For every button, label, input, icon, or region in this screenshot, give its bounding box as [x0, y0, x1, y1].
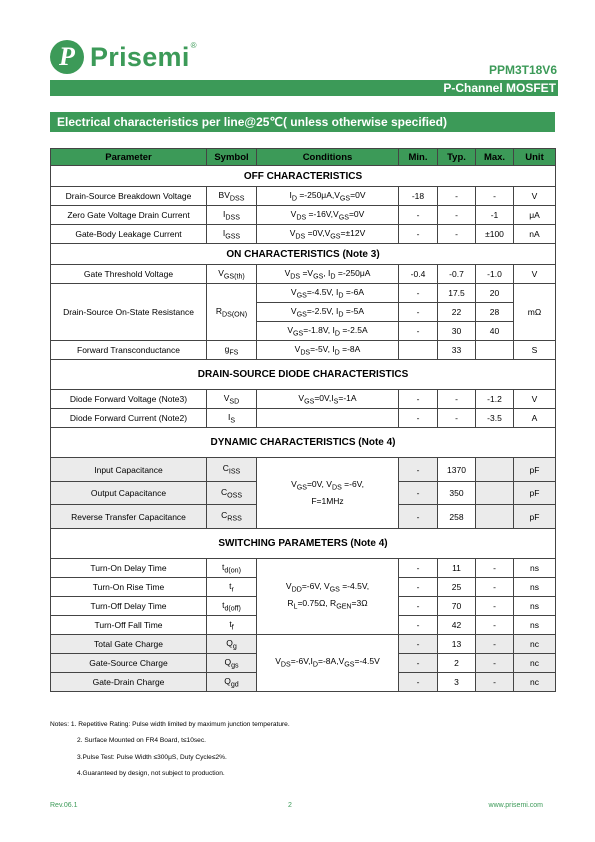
unit-cell: A — [514, 409, 556, 428]
typ-cell: -0.7 — [438, 265, 476, 284]
table-row — [51, 341, 556, 360]
param-cell: Zero Gate Voltage Drain Current — [51, 206, 207, 225]
typ-cell: - — [438, 206, 476, 225]
param-cell: Drain-Source On-State Resistance — [51, 284, 207, 341]
note-2: 2. Surface Mounted on FR4 Board, t≤10sec. — [77, 737, 206, 745]
device-type-band: P-Channel MOSFET — [50, 80, 558, 96]
symbol-cell: $R_{DS(ON)}$ — [207, 284, 257, 341]
unit-cell: nc — [514, 635, 556, 654]
section-row — [51, 244, 556, 265]
notes — [50, 717, 290, 782]
footer-url[interactable]: www.prisemi.com — [488, 802, 543, 809]
typ-cell: 22 — [438, 303, 476, 322]
max-cell: - — [476, 187, 514, 206]
table-row — [51, 458, 556, 482]
typ-cell: 13 — [438, 635, 476, 654]
symbol-cell: $I_{DSS}$ — [207, 206, 257, 225]
min-cell: - — [399, 206, 438, 225]
max-cell: -1.2 — [476, 390, 514, 409]
symbol-cell: $t_{d(on)}$ — [207, 559, 257, 578]
header-min: Min. — [399, 149, 438, 166]
param-cell: Drain-Source Breakdown Voltage — [51, 187, 207, 206]
symbol-cell: $t_r$ — [207, 578, 257, 597]
max-cell: 28 — [476, 303, 514, 322]
param-cell: Turn-Off Delay Time — [51, 597, 207, 616]
symbol-cell: $g_{FS}$ — [207, 341, 257, 360]
min-cell: -0.4 — [399, 265, 438, 284]
max-cell: -3.5 — [476, 409, 514, 428]
param-cell: Turn-On Delay Time — [51, 559, 207, 578]
table-row — [51, 635, 556, 654]
max-cell — [476, 341, 514, 360]
max-cell: ±100 — [476, 225, 514, 244]
footer-page-number: 2 — [288, 802, 292, 809]
param-cell: Input Capacitance — [51, 458, 207, 482]
unit-cell: μA — [514, 206, 556, 225]
unit-cell: pF — [514, 458, 556, 482]
param-cell: Total Gate Charge — [51, 635, 207, 654]
symbol-cell: $Q_g$ — [207, 635, 257, 654]
table-row — [51, 284, 556, 303]
typ-cell: 2 — [438, 654, 476, 673]
param-cell: Diode Forward Current (Note2) — [51, 409, 207, 428]
max-cell: - — [476, 635, 514, 654]
typ-cell: 258 — [438, 505, 476, 529]
header-max: Max. — [476, 149, 514, 166]
param-cell: Gate-Body Leakage Current — [51, 225, 207, 244]
param-cell: Gate-Drain Charge — [51, 673, 207, 692]
typ-cell: 350 — [438, 482, 476, 505]
registered-mark: ® — [190, 40, 197, 50]
brand-name: Prisemi — [90, 41, 190, 72]
footer-revision: Rev.06.1 — [50, 802, 78, 809]
section-row — [51, 529, 556, 559]
max-cell — [476, 505, 514, 529]
condition-cell: $V_{GS}=0V,I_S=-1A$ — [257, 390, 399, 409]
electrical-characteristics-table — [50, 148, 556, 692]
table-row — [51, 225, 556, 244]
param-cell: Gate Threshold Voltage — [51, 265, 207, 284]
unit-cell: pF — [514, 505, 556, 529]
min-cell: - — [399, 409, 438, 428]
condition-cell: $V_{DD}=-6V$, $V_{GS} =-4.5V$, $R_L=0.75\Omega$, $R_{GEN}=3\Omega$ — [257, 559, 399, 635]
symbol-cell: $BV_{DSS}$ — [207, 187, 257, 206]
max-cell: -1 — [476, 206, 514, 225]
typ-cell: 11 — [438, 559, 476, 578]
symbol-cell: $C_{ISS}$ — [207, 458, 257, 482]
condition-cell: $I_D =-250\mu A,V_{GS}=0V$ — [257, 187, 399, 206]
min-cell: - — [399, 673, 438, 692]
unit-cell: ns — [514, 597, 556, 616]
section-off: OFF CHARACTERISTICS — [51, 166, 556, 187]
section-row — [51, 428, 556, 458]
condition-cell: $V_{GS}=-4.5V$, $I_D =-6A$ — [257, 284, 399, 303]
header-typ: Typ. — [438, 149, 476, 166]
note-4: 4.Guaranteed by design, not subject to production. — [77, 769, 225, 777]
typ-cell: 1370 — [438, 458, 476, 482]
symbol-cell: $V_{SD}$ — [207, 390, 257, 409]
max-cell: -1.0 — [476, 265, 514, 284]
part-number: PPM3T18V6 — [488, 63, 557, 77]
max-cell: - — [476, 597, 514, 616]
min-cell — [399, 341, 438, 360]
unit-cell: ns — [514, 559, 556, 578]
param-cell: Gate-Source Charge — [51, 654, 207, 673]
min-cell: -18 — [399, 187, 438, 206]
symbol-cell: $I_S$ — [207, 409, 257, 428]
min-cell: - — [399, 482, 438, 505]
min-cell: - — [399, 458, 438, 482]
max-cell: - — [476, 559, 514, 578]
unit-cell: V — [514, 390, 556, 409]
section-switching: SWITCHING PARAMETERS (Note 4) — [51, 529, 556, 559]
min-cell: - — [399, 654, 438, 673]
min-cell: - — [399, 225, 438, 244]
unit-cell: nc — [514, 654, 556, 673]
typ-cell: - — [438, 409, 476, 428]
typ-cell: - — [438, 187, 476, 206]
max-cell: - — [476, 673, 514, 692]
min-cell: - — [399, 635, 438, 654]
section-diode: DRAIN-SOURCE DIODE CHARACTERISTICS — [51, 360, 556, 390]
condition-cell: $V_{DS} =V_{GS}$, $I_D =-250\mu A$ — [257, 265, 399, 284]
typ-cell: - — [438, 225, 476, 244]
unit-cell: ns — [514, 616, 556, 635]
section-row — [51, 360, 556, 390]
param-cell: Diode Forward Voltage (Note3) — [51, 390, 207, 409]
min-cell: - — [399, 597, 438, 616]
max-cell: 20 — [476, 284, 514, 303]
unit-cell: ns — [514, 578, 556, 597]
condition-cell — [257, 409, 399, 428]
max-cell: - — [476, 654, 514, 673]
symbol-cell: $t_{d(off)}$ — [207, 597, 257, 616]
param-cell: Turn-On Rise Time — [51, 578, 207, 597]
header-conditions: Conditions — [257, 149, 399, 166]
min-cell: - — [399, 303, 438, 322]
unit-cell: mΩ — [514, 284, 556, 341]
min-cell: - — [399, 578, 438, 597]
header-unit: Unit — [514, 149, 556, 166]
table-row — [51, 559, 556, 578]
max-cell — [476, 482, 514, 505]
table-row — [51, 187, 556, 206]
section-on: ON CHARACTERISTICS (Note 3) — [51, 244, 556, 265]
symbol-cell: $V_{GS(th)}$ — [207, 265, 257, 284]
min-cell: - — [399, 322, 438, 341]
min-cell: - — [399, 284, 438, 303]
condition-cell: $V_{DS}=-5V$, $I_D =-8A$ — [257, 341, 399, 360]
section-row — [51, 166, 556, 187]
section-title: Electrical characteristics per line@25℃( unless otherwise specified) — [50, 112, 555, 132]
min-cell: - — [399, 559, 438, 578]
condition-cell: $V_{GS}=-2.5V$, $I_D =-5A$ — [257, 303, 399, 322]
max-cell: 40 — [476, 322, 514, 341]
header-symbol: Symbol — [207, 149, 257, 166]
unit-cell: pF — [514, 482, 556, 505]
table-row — [51, 206, 556, 225]
note-3: 3.Pulse Test: Pulse Width ≤300μS, Duty Cycle≤2%. — [77, 753, 227, 761]
max-cell: - — [476, 578, 514, 597]
typ-cell: 33 — [438, 341, 476, 360]
max-cell — [476, 458, 514, 482]
typ-cell: 42 — [438, 616, 476, 635]
min-cell: - — [399, 616, 438, 635]
min-cell: - — [399, 505, 438, 529]
symbol-cell: $Q_{gs}$ — [207, 654, 257, 673]
unit-cell: V — [514, 187, 556, 206]
max-cell: - — [476, 616, 514, 635]
min-cell: - — [399, 390, 438, 409]
typ-cell: 70 — [438, 597, 476, 616]
symbol-cell: $I_{GSS}$ — [207, 225, 257, 244]
symbol-cell: $C_{OSS}$ — [207, 482, 257, 505]
note-1: Notes: 1. Repetitive Rating: Pulse width limited by maximum junction temperature. — [50, 721, 290, 728]
param-cell: Reverse Transfer Capacitance — [51, 505, 207, 529]
symbol-cell: $t_f$ — [207, 616, 257, 635]
table-row — [51, 409, 556, 428]
condition-cell: $V_{DS} =-16V,V_{GS}=0V$ — [257, 206, 399, 225]
param-cell: Output Capacitance — [51, 482, 207, 505]
unit-cell: nc — [514, 673, 556, 692]
condition-cell: $V_{GS}=0V$, $V_{DS} =-6V$, F=1MHz — [257, 458, 399, 529]
logo-mark: P — [50, 40, 84, 74]
param-cell: Turn-Off Fall Time — [51, 616, 207, 635]
unit-cell: nA — [514, 225, 556, 244]
typ-cell: 25 — [438, 578, 476, 597]
typ-cell: - — [438, 390, 476, 409]
symbol-cell: $C_{RSS}$ — [207, 505, 257, 529]
param-cell: Forward Transconductance — [51, 341, 207, 360]
unit-cell: S — [514, 341, 556, 360]
condition-cell: $V_{DS} =0V,V_{GS}=\pm 12V$ — [257, 225, 399, 244]
table-row — [51, 265, 556, 284]
table-header-row — [51, 149, 556, 166]
condition-cell: $V_{DS}=-6V,I_D=-8A,V_{GS}=-4.5V$ — [257, 635, 399, 692]
brand-logo — [50, 40, 197, 74]
typ-cell: 17.5 — [438, 284, 476, 303]
unit-cell: V — [514, 265, 556, 284]
typ-cell: 3 — [438, 673, 476, 692]
typ-cell: 30 — [438, 322, 476, 341]
header-parameter: Parameter — [51, 149, 207, 166]
symbol-cell: $Q_{gd}$ — [207, 673, 257, 692]
condition-cell: $V_{GS}=-1.8V$, $I_D =-2.5A$ — [257, 322, 399, 341]
section-dynamic: DYNAMIC CHARACTERISTICS (Note 4) — [51, 428, 556, 458]
table-row — [51, 390, 556, 409]
